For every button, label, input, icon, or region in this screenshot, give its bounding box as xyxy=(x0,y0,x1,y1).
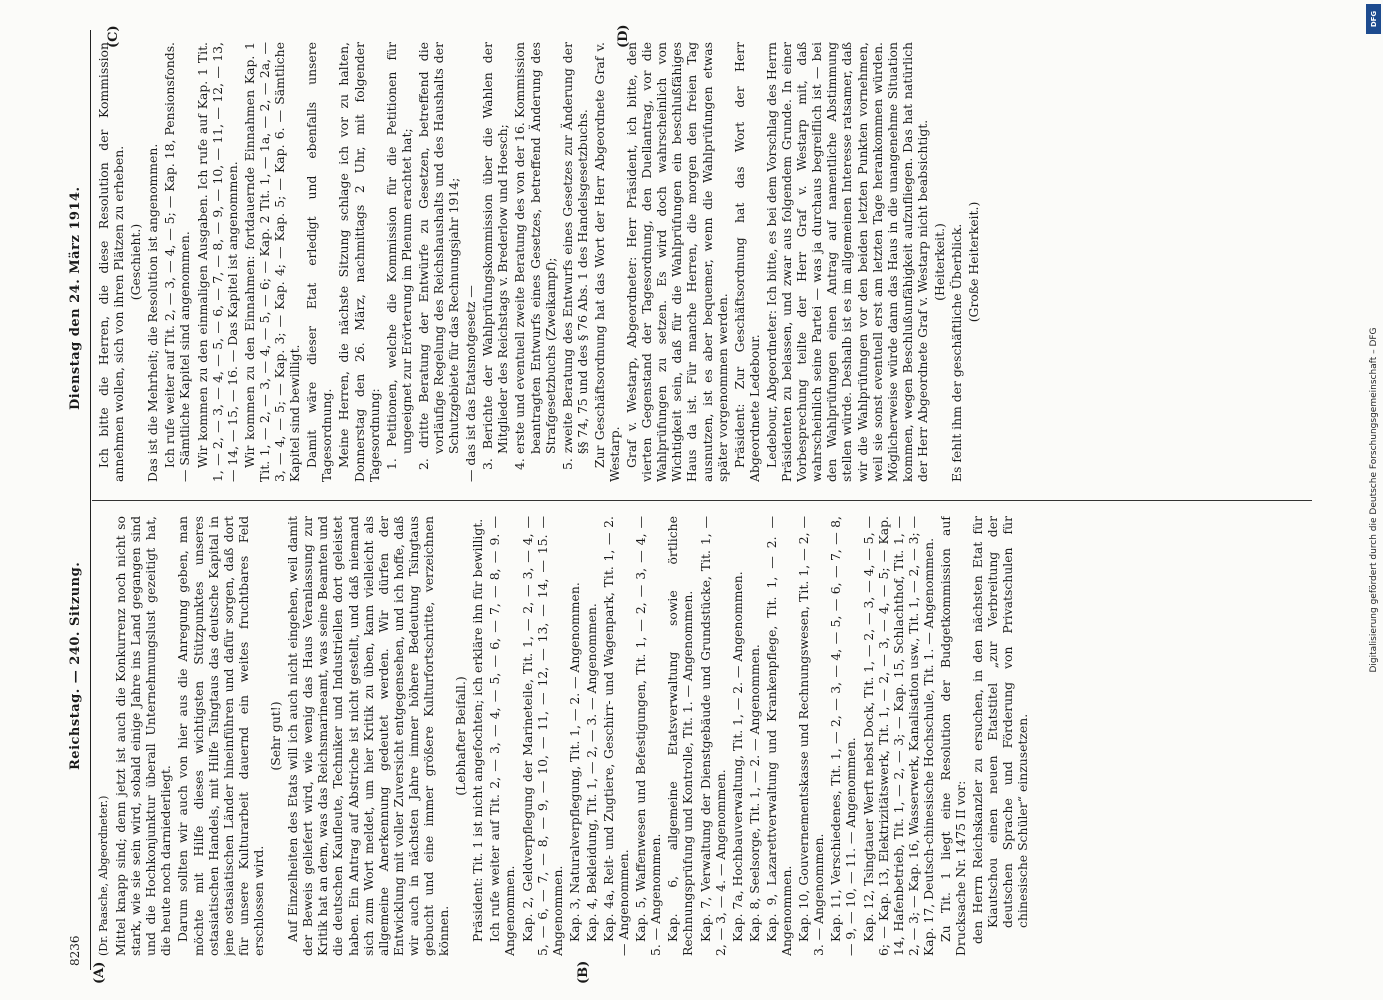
paragraph: Mittel knapp sind; denn jetzt ist auch die Konkurrenz noch nicht so stark, wie sie sein wird, sobald einige Jahre ins Land gegangen sind und die Hochkonjunktur überall Unternehmungslust gezeitigt hat, die heute noch darniederliegt. xyxy=(113,516,174,956)
margin-mark-a: (A) xyxy=(92,961,107,984)
paragraph: Kap. 12, Tsingtauer Werft nebst Dock, Tit. 1, — 2, — 3, — 4, — 5, — 6; — Kap. 13, Elektrizitätswerk, Tit. 1, — 2, — 3, — 4, — 5; — Kap. 14, Hafenbetrieb, Tit. 1, — 2, — 3; — Kap. 15, Schlachthof, Tit. 1, — 2, — 3; — Kap. 16, Wasserwerk, Kanalisation usw., Tit. 1, — 2, — 3; — Kap. 17, Deutsch-chinesische Hochschule, Tit. 1. — Angenommen. xyxy=(860,516,936,956)
paragraph: Kap. 7a, Hochbauverwaltung, Tit. 1, — 2. — Angenommen. xyxy=(729,571,745,942)
paragraph: Graf v. Westarp, Abgeordneter: Herr Präsident, ich bitte, den vierten Gegenstand der Tagesordnung, den Duellantrag, vor die Wahlprüfungen zu setzen. Es wird doch wahrscheinlich von Wichtigkeit sein, daß für die Wahlprüfungen ein beschlußfähiges Haus da ist. Für manche Herren, die morgen den freien Tag ausnutzen, ist es aber bequemer, wenn die Wahlprüfungen etwas später vorgenommen werden. xyxy=(624,42,730,482)
paragraph: Zu Tit. 1 liegt eine Resolution der Budgetkommission auf Drucksache Nr. 1475 II vor: xyxy=(937,516,969,956)
rotated-page xyxy=(56,24,1326,984)
session-date: Dienstag den 24. März 1914. xyxy=(68,186,83,410)
paragraph: Kap. 6, allgemeine Etatsverwaltung sowie örtliche Rechnungsprüfung und Kontrolle, Tit. 1. — Angenommen. xyxy=(665,516,696,956)
paragraph: Kap. 10, Gouvernementskasse und Rechnungswesen, Tit. 1, — 2, — 3. — Angenommen. xyxy=(796,516,827,956)
credit-text: Digitalisierung gefördert durch die Deutsche Forschungsgemeinschaft – DFG xyxy=(1368,327,1379,673)
paragraph: 3. Berichte der Wahlprüfungskommission über die Wahlen der Mitglieder des Reichstags v. Brederlow und Hoesch; xyxy=(480,42,511,470)
paragraph: 4. erste und eventuell zweite Beratung des von der 16. Kommission beantragten Entwurfs eines Gesetzes, betreffend Änderung des Strafgesetzbuchs (Zweikampf); xyxy=(512,42,558,470)
paragraph: Zur Geschäftsordnung hat das Wort der Herr Abgeordnete Graf v. Westarp. xyxy=(591,42,622,482)
paragraph: (Lebhafter Beifall.) xyxy=(453,676,469,796)
paragraph: (Große Heiterkeit.) xyxy=(966,201,982,323)
paragraph: Ledebour, Abgeordneter: Ich bitte, es bei dem Vorschlag des Herrn Präsidenten zu belassen, und zwar aus folgendem Grunde. In einer Vorbesprechung teilte der Herr Graf v. Westarp mit, daß wahrscheinlich seine Partei — was ja durchaus begreiflich ist — bei den Wahlprüfungen einen Antrag auf namentliche Abstimmung stellen würde. Deshalb ist es im allgemeinen Interesse ratsamer, daß wir die Wahlprüfungen vor den beiden letzten Punkten vornehmen, weil sie sonst eventuell erst am letzten Tage herankommen würden. Möglicherweise würde dann das Haus in die unangenehme Situation kommen, wegen Beschlußunfähigkeit aufzufliegen. Das hat natürlich der Herr Abgeordnete Graf v. Westarp nicht beabsichtigt. xyxy=(763,42,930,482)
margin-mark-c: (C) xyxy=(106,25,121,48)
paragraph: (Dr. Paasche, Abgeordneter.) xyxy=(97,795,110,956)
digitization-credit xyxy=(1364,0,1383,1000)
page-header xyxy=(56,30,91,970)
paragraph: Kap. 4, Bekleidung, Tit. 1, — 2, — 3. — Angenommen. xyxy=(583,603,599,942)
page-number: 8236 xyxy=(68,935,82,966)
paragraph: Kap. 5, Waffenwesen und Befestigungen, Tit. 1, — 2, — 3, — 4, — 5. — Angenommen. xyxy=(633,516,664,956)
paragraph: Wir kommen zu den Einnahmen: fortdauernde Einnahmen Kap. 1 Tit. 1, — 2, — 3, — 4, — 5, — 6; — Kap. 2 Tit. 1, — 1a, — 2, — 2a, — 3, — 4, — 5; — Kap. 3; — Kap. 4; — Kap. 5; — Kap. 6. — Sämtliche Kapitel sind bewilligt. xyxy=(241,42,303,482)
paragraph: Auf Einzelheiten des Etats will ich auch nicht eingehen, weil damit der Beweis geliefert wird, wie wenig das Haus Veranlassung zur Kritik hat an dem, was das Reichsmarineamt, was seine Beamten und die deutschen Kaufleute, Techniker und Industriellen dort geleistet haben. Ein Antrag auf Abstriche ist nicht gestellt, und daß niemand sich zum Wort meldet, um hier Kritik zu üben, kann vielleicht als allgemeine Anerkennung gedeutet werden. Wir dürfen der Entwicklung mit voller Zuversicht entgegensehen, und ich hoffe, daß wir auch in nächsten Jahre immer höhere Bedeutung Tsingtaus gebucht und eine immer größere Kulturfortschritte, verzeichnen können. xyxy=(285,516,452,956)
paragraph: Meine Herren, die nächste Sitzung schlage ich vor zu halten, Donnerstag den 26. März, nachmittags 2 Uhr, mit folgender Tagesordnung: xyxy=(336,42,382,482)
paragraph: Ich rufe weiter auf Tit. 2, — 3, — 4, — 5, — 6, — 7, — 8, — 9. — Angenommen. xyxy=(487,516,518,956)
margin-mark-b: (B) xyxy=(576,960,591,984)
paragraph: den Herrn Reichskanzler zu ersuchen, in den nächsten Etat für Kiautschou einen neuen Etatstitel „zur Verbreitung der deutschen Sprache und Förderung von Privatschulen für chinesische Schüler“ einzusetzen. xyxy=(970,516,1031,944)
paragraph: Kap. 8, Seelsorge, Tit. 1, — 2. — Angenommen. xyxy=(746,644,762,942)
right-column xyxy=(96,42,1316,482)
paragraph: Kap. 7, Verwaltung der Dienstgebäude und Grundstücke, Tit. 1, — 2, — 3, — 4. — Angenommen. xyxy=(697,516,728,956)
paragraph: (Heiterkeit.) xyxy=(931,223,947,301)
paragraph: Kap. 9, Lazarettverwaltung und Krankenpflege, Tit. 1, — 2. — Angenommen. xyxy=(763,516,795,956)
paragraph: Präsident: Zur Geschäftsordnung hat das Wort der Herr Abgeordnete Ledebour. xyxy=(731,42,762,482)
paragraph: (Sehr gut!) xyxy=(268,701,284,771)
paragraph: — das ist das Etatsnotgesetz — xyxy=(463,285,479,482)
paragraph: 1. Petitionen, welche die Kommission für die Petitionen für ungeeignet zur Erörterung im Plenum erachtet hat; xyxy=(383,42,414,470)
paragraph: Das ist die Mehrheit; die Resolution ist angenommen. xyxy=(145,143,161,482)
column-divider xyxy=(92,500,1312,501)
paragraph: 5. zweite Beratung des Entwurfs eines Gesetzes zur Änderung der §§ 74, 75 und des § 76 Abs. 1 des Handelsgesetzbuchs. xyxy=(559,42,590,470)
paragraph: 2. dritte Beratung der Entwürfe zu Gesetzen, betreffend die vorläufige Regelung des Reichshaushalts und des Haushalts der Schutzgebiete für das Rechnungsjahr 1914; xyxy=(415,42,462,470)
paragraph: Darum sollten wir auch von hier aus die Anregung geben, man möchte mit Hilfe dieses wichtigsten Stützpunktes unseres ostasiatischen Handels, mit Hilfe Tsingtaus das deutsche Kapital in jene ostasiatischen Länder hineinführen und dafür sorgen, daß dort für unsere Kulturarbeit dauernd ein weites fruchtbares Feld erschlossen wird. xyxy=(175,516,266,956)
paragraph: Kap. 11, Verschiedenes, Tit. 1, — 2, — 3, — 4, — 5, — 6, — 7, — 8, — 9, — 10, — 11. — Angenommen. xyxy=(828,516,859,956)
paragraph: Kap. 2, Geldverpflegung der Marineteile, Tit. 1, — 2, — 3, — 4, — 5, — 6, — 7, — 8, — 9, — 10, — 11, — 12, — 13, — 14, — 15. — Angenommen. xyxy=(519,516,565,956)
paragraph: Damit wäre dieser Etat erledigt und ebenfalls unsere Tagesordnung. xyxy=(304,42,335,482)
paragraph: Präsident: Tit. 1 ist nicht angefochten; ich erkläre ihn für bewilligt. xyxy=(470,518,486,942)
paragraph: Wir kommen zu den einmaligen Ausgaben. Ich rufe auf Kap. 1 Tit. 1, — 2, — 3, — 4, — 5, — 6, — 7, — 8, — 9, — 10, — 11, — 12, — 13, — 14, — 15, — 16. — Das Kapitel ist angenommen. xyxy=(194,42,240,482)
paragraph: Ich bitte die Herren, die diese Resolution der Kommission annehmen wollen, sich von ihren Plätzen zu erheben. xyxy=(96,42,127,482)
dfg-logo-text: DFG xyxy=(1369,10,1378,28)
margin-mark-d: (D) xyxy=(616,24,631,48)
paragraph: Kap. 3, Naturalverpflegung, Tit. 1, — 2. — Angenommen. xyxy=(566,582,582,942)
left-column xyxy=(96,516,1316,956)
running-title: Reichstag. — 240. Sitzung. xyxy=(68,561,83,770)
paragraph: Kap. 4a, Reit- und Zugtiere, Geschirr- und Wagenpark, Tit. 1, — 2. — Angenommen. xyxy=(601,516,632,956)
paragraph: Es fehlt ihm der geschäftliche Überblick. xyxy=(949,223,965,482)
paragraph: Ich rufe weiter auf Tit. 2, — 3, — 4, — 5; — Kap. 18, Pensionsfonds. — Sämtliche Kapitel sind angenommen. xyxy=(162,42,193,482)
paragraph: (Geschieht.) xyxy=(128,223,144,301)
